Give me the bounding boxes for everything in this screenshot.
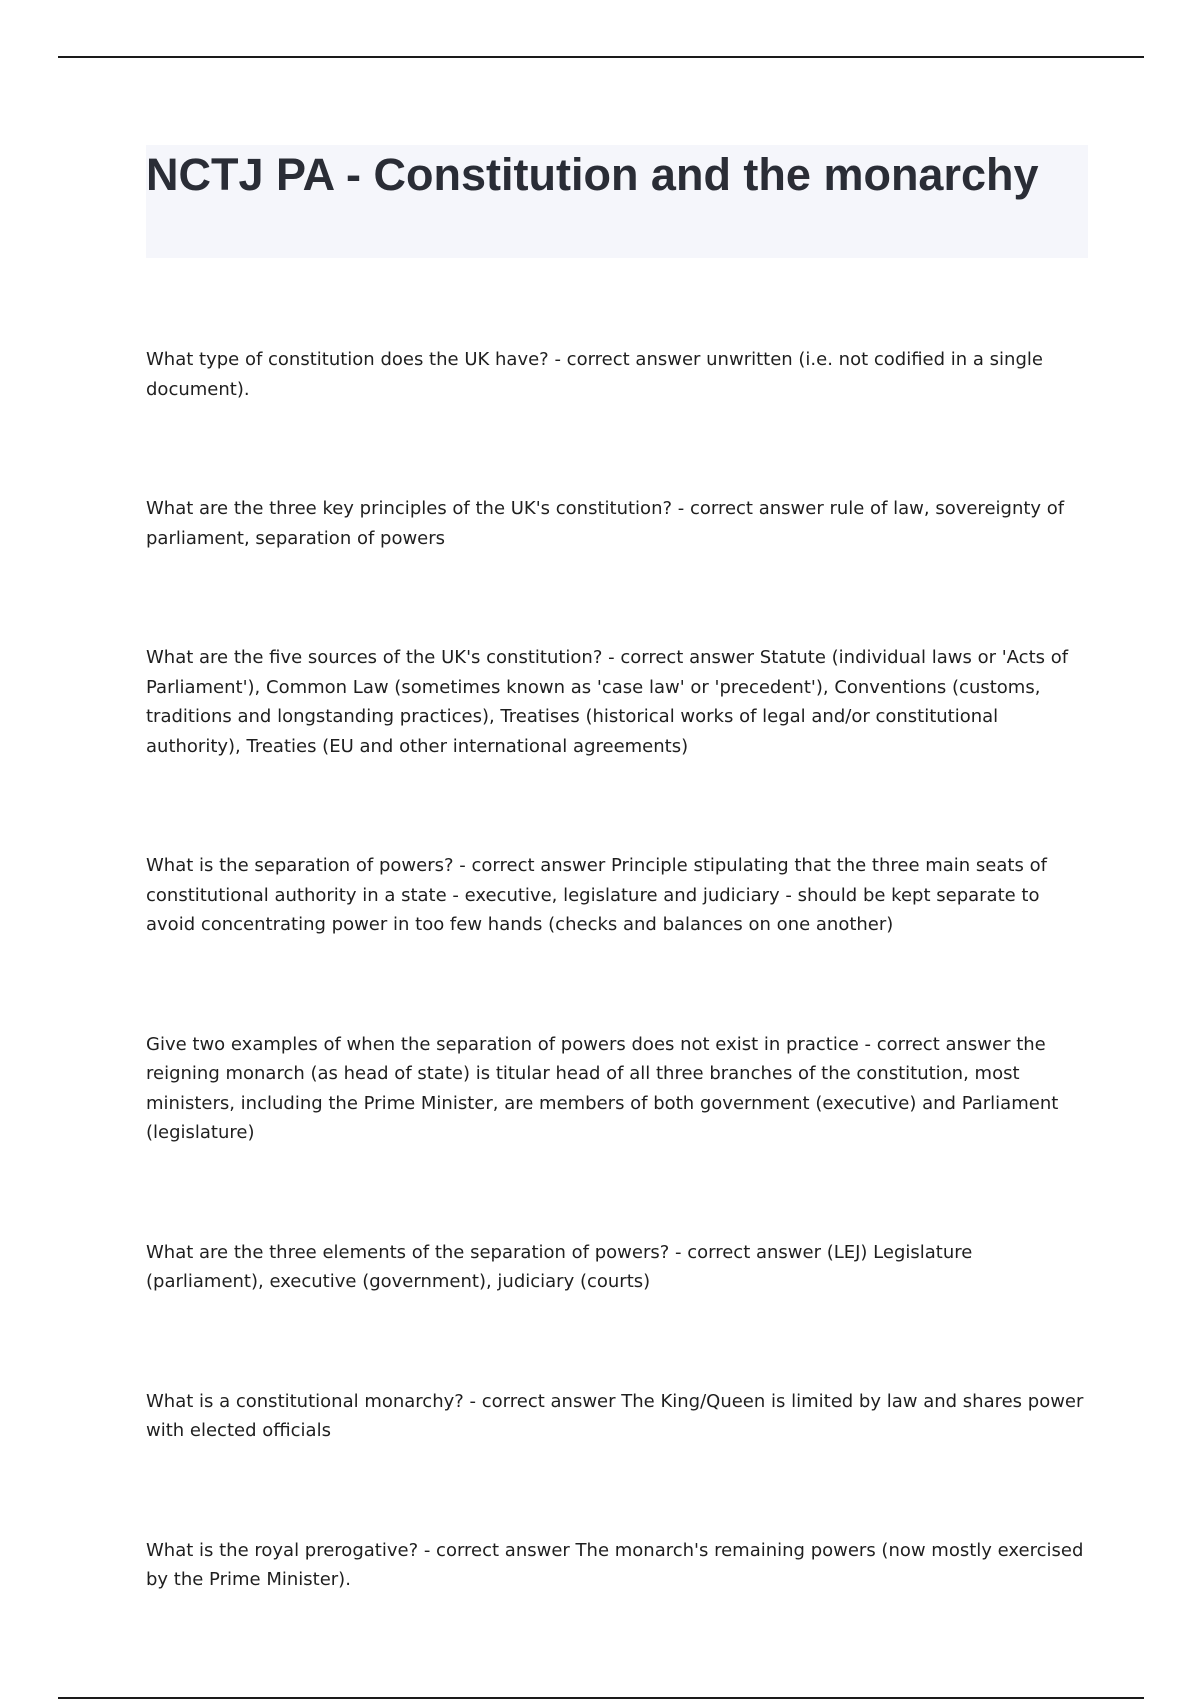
qa-item-separation-elements: What are the three elements of the separation of powers? - correct answer (LEJ) Legislature (parliament), executive (government), judiciary (courts) [146,1241,973,1292]
qa-list [146,345,1086,1685]
qa-item-constitution-type: What type of constitution does the UK have? - correct answer unwritten (i.e. not codified in a single document). [146,349,1043,400]
qa-item-five-sources: What are the five sources of the UK's constitution? - correct answer Statute (individual laws or 'Acts of Parliament'), Common Law (sometimes known as 'case law' or 'precedent'), Conventions (customs, traditions and longstanding practices), Treatises (historical works of legal and/or constitutional authority), Treaties (EU and other international agreements) [146,647,1069,757]
qa-item-separation-definition: What is the separation of powers? - correct answer Principle stipulating that the three main seats of constitutional authority in a state - executive, legislature and judiciary - should be kept separate to avoid concentrating power in too few hands (checks and balances on one another) [146,855,1047,935]
qa-item-key-principles: What are the three key principles of the UK's constitution? - correct answer rule of law, sovereignty of parliament, separation of powers [146,498,1065,549]
qa-item-constitutional-monarchy: What is a constitutional monarchy? - correct answer The King/Queen is limited by law and shares power with elected officials [146,1390,1084,1441]
top-divider [58,56,1144,58]
page-title: NCTJ PA - Constitution and the monarchy [146,149,1039,200]
qa-item-separation-examples: Give two examples of when the separation of powers does not exist in practice - correct answer the reigning monarch (as head of state) is titular head of all three branches of the constitution, most ministers, including the Prime Minister, are members of both government (executive) and Parliament (legislature) [146,1033,1059,1143]
title-banner [146,145,1088,258]
bottom-divider [58,1697,1144,1699]
qa-item-royal-prerogative: What is the royal prerogative? - correct answer The monarch's remaining powers (now mostly exercised by the Prime Minister). [146,1539,1084,1590]
